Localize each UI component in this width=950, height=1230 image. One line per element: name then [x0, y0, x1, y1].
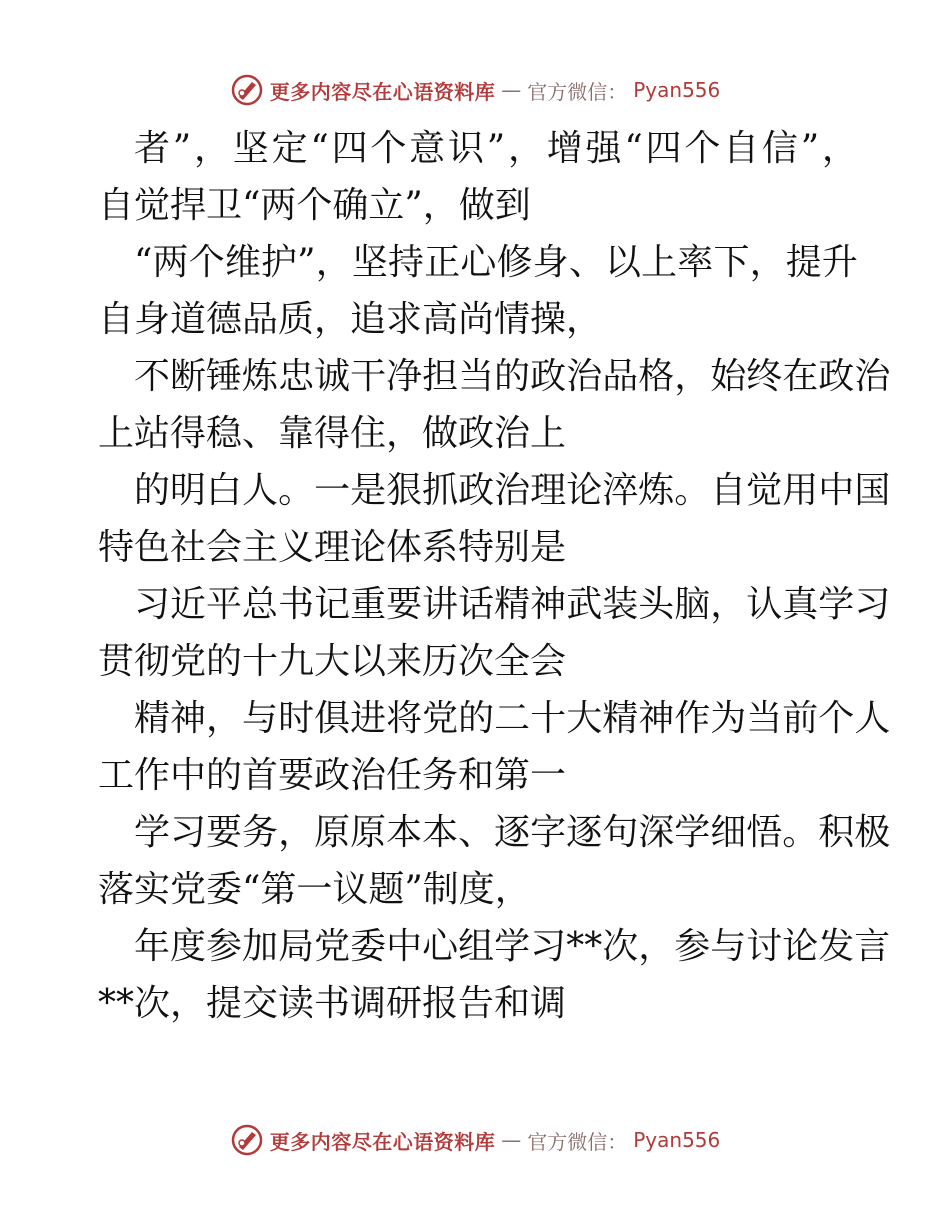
text-line-16: **次，提交读书调研报告和调	[98, 983, 567, 1024]
banner-wechat-label: 官方微信：	[527, 1129, 628, 1154]
banner-dash: —	[501, 1128, 522, 1152]
text-line-12: 工作中的首要政治任务和第一	[98, 755, 567, 796]
text-line-11: 精 神 ， 与 时 俱 进 将 党 的 二 十 大 精 神 作 为 当 前 个 人	[134, 698, 891, 739]
banner-wechat-id: Pyan556	[633, 1128, 721, 1152]
footer-banner	[0, 1120, 950, 1160]
text-line-8: 特色社会主义理论体系特别是	[98, 527, 567, 568]
text-line-13: 学 习 要 务 ， 原 原 本 本 、 逐 字 逐 句 深 学 细 悟 。 积 极	[134, 812, 891, 853]
header-banner	[0, 70, 950, 110]
text-line-5: 不 断 锤 炼 忠 诚 干 净 担 当 的 政 治 品 格 ， 始 终 在 政 治	[134, 356, 891, 397]
banner-brand-text: 更多内容尽在心语资料库	[269, 1129, 496, 1154]
text-line-14: 落实党委“第一议题”制度，	[98, 869, 531, 910]
banner-brand-text: 更多内容尽在心语资料库	[269, 79, 496, 104]
text-line-3: “ 两 个 维 护 ” ， 坚 持 正 心 修 身 、 以 上 率 下 ， 提 升	[134, 242, 858, 283]
text-line-9: 习 近 平 总 书 记 重 要 讲 话 精 神 武 装 头 脑 ， 认 真 学 习	[134, 584, 891, 625]
banner-wechat-label: 官方微信：	[527, 79, 628, 104]
text-line-10: 贯彻党的十九大以来历次全会	[98, 641, 567, 682]
banner-wechat-id: Pyan556	[633, 78, 721, 102]
text-line-4: 自身道德品质，追求高尚情操，	[98, 299, 603, 340]
text-line-1: 者 ” ， 坚 定 “ 四 个 意 识 ” ， 增 强 “ 四 个 自 信 ” ，	[134, 128, 858, 169]
document-body	[98, 120, 891, 1032]
text-line-7: 的 明 白 人 。 一 是 狠 抓 政 治 理 论 淬 炼 。 自 觉 用 中 国	[134, 470, 891, 511]
brand-logo-icon	[230, 1123, 264, 1157]
text-line-15: 年 度 参 加 局 党 委 中 心 组 学 习 * * 次 ， 参 与 讨 论 发 言	[134, 926, 891, 967]
brand-logo-icon	[230, 73, 264, 107]
banner-dash: —	[501, 78, 522, 102]
text-line-6: 上站得稳、靠得住，做政治上	[98, 413, 567, 454]
text-line-2: 自觉捍卫“两个确立”，做到	[98, 185, 531, 226]
